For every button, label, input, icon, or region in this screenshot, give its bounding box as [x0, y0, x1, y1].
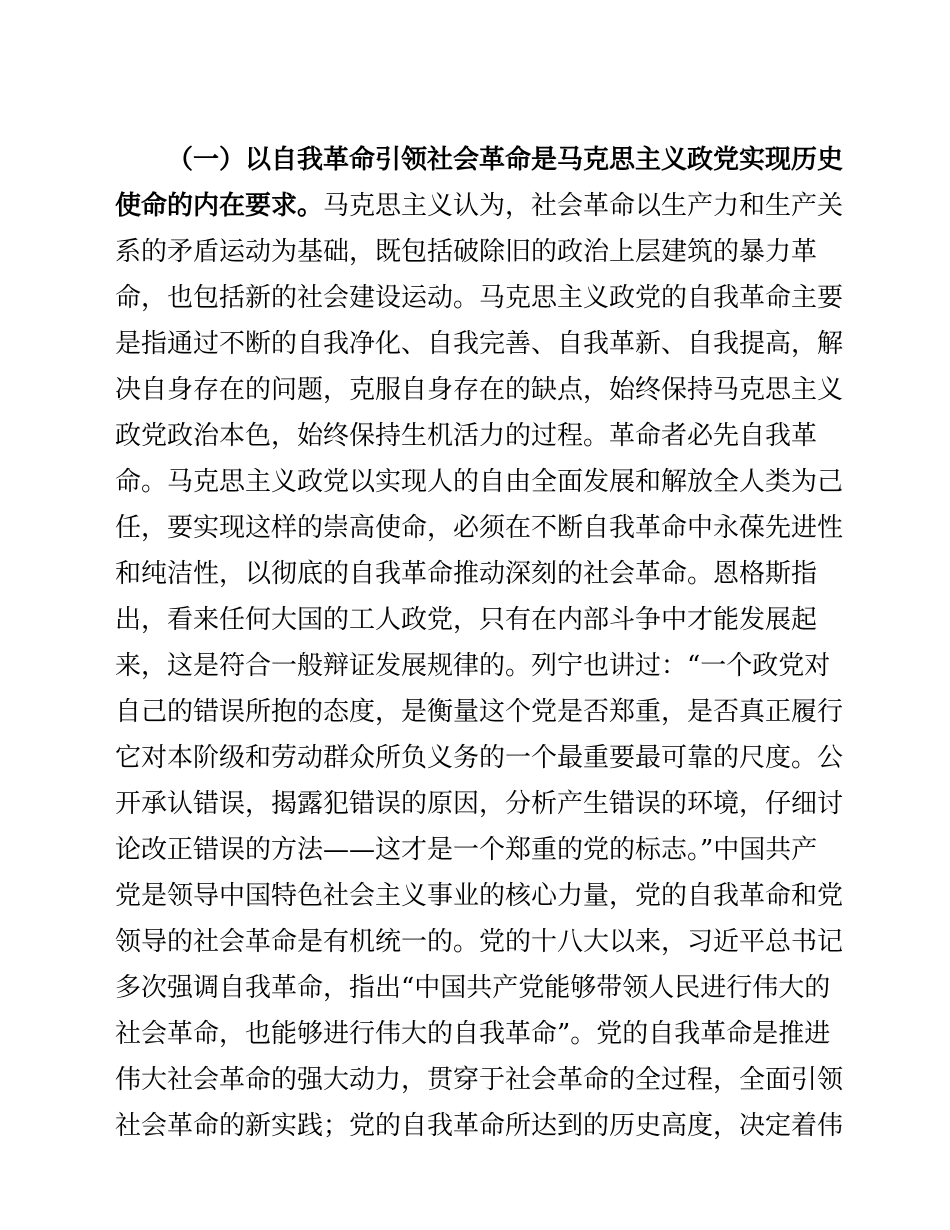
text-line: 政党政治本色，始终保持生机活力的过程。革命者必先自我革 — [115, 421, 818, 451]
text-line: 领导的社会革命是有机统一的。党的十八大以来，习近平总书记 — [115, 927, 844, 957]
text-line — [115, 183, 844, 229]
text-segment: 马克思主义认为，社会革命以生产力和生产关 — [323, 191, 844, 221]
text-line: 党是领导中国特色社会主义事业的核心力量，党的自我革命和党 — [115, 881, 844, 911]
text-line: 自己的错误所抱的态度，是衡量这个党是否郑重，是否真正履行 — [115, 697, 844, 727]
text-line: 决自身存在的问题，克服自身存在的缺点，始终保持马克思主义 — [115, 375, 844, 405]
text-line: 出，看来任何大国的工人政党，只有在内部斗争中才能发展起 — [115, 605, 818, 635]
section-heading: （一）以自我革命引领社会革命是马克思主义政党实现历史 — [167, 145, 844, 175]
text-line: 和纯洁性，以彻底的自我革命推动深刻的社会革命。恩格斯指 — [115, 559, 818, 589]
text-line: 命，也包括新的社会建设运动。马克思主义政党的自我革命主要 — [115, 283, 844, 313]
text-line: 任，要实现这样的崇高使命，必须在不断自我革命中永葆先进性 — [115, 513, 844, 543]
text-line: 多次强调自我革命，指出“中国共产党能够带领人民进行伟大的 — [115, 973, 831, 1003]
text-line: 社会革命的新实践；党的自我革命所达到的历史高度，决定着伟 — [115, 1111, 844, 1141]
text-line: 系的矛盾运动为基础，既包括破除旧的政治上层建筑的暴力革 — [115, 237, 818, 267]
heading-continuation: 使命的内在要求。 — [115, 191, 324, 221]
text-line: 来，这是符合一般辩证发展规律的。列宁也讲过：“一个政党对 — [115, 651, 831, 681]
text-line: 社会革命，也能够进行伟大的自我革命”。党的自我革命是推进 — [115, 1019, 831, 1049]
body-text — [115, 137, 844, 1149]
text-line: 开承认错误，揭露犯错误的原因，分析产生错误的环境，仔细讨 — [115, 789, 844, 819]
text-line: 命。马克思主义政党以实现人的自由全面发展和解放全人类为己 — [115, 467, 844, 497]
text-line: 论改正错误的方法——这才是一个郑重的党的标志。”中国共产 — [115, 835, 818, 865]
text-line: 它对本阶级和劳动群众所负义务的一个最重要最可靠的尺度。公 — [115, 743, 844, 773]
text-line: 伟大社会革命的强大动力，贯穿于社会革命的全过程，全面引领 — [115, 1065, 844, 1095]
text-line: 是指通过不断的自我净化、自我完善、自我革新、自我提高，解 — [115, 329, 844, 359]
